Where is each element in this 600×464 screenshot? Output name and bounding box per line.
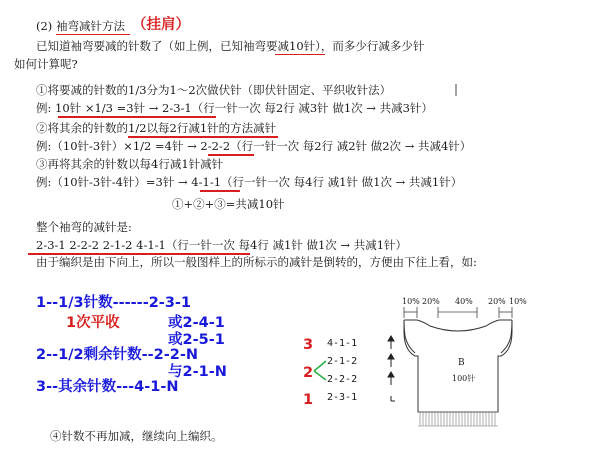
ribbing bbox=[418, 412, 498, 426]
step-2-example: 例:（10针-3针）×1/2 =4针 → 2-2-2（行一针一次 每2行 减2针 做2次 → 共减4针） bbox=[36, 139, 472, 153]
whole-label: 整个袖弯的减针是: bbox=[36, 220, 132, 234]
step-2: ②将其余的针数的1/2以每2行减1针的方法减针 bbox=[36, 121, 277, 135]
up-arrows bbox=[388, 336, 395, 401]
note-line: 由于编织是由下向上，所以一般图样上的所标示的减针是倒转的，方便由下往上看，如: bbox=[36, 255, 477, 269]
diagram-row-4: 2-3-1 bbox=[327, 392, 358, 403]
step-1: ①将要减的针数的1/3分为1～2次做伏针（即伏针固定、平织收针法） bbox=[36, 83, 392, 97]
summary-line-4: 2--1/2剩余针数--2-2-N bbox=[36, 347, 198, 363]
green-branch bbox=[314, 361, 326, 380]
summary-line-3: 或2-5-1 bbox=[168, 332, 225, 348]
top-label-5: 10% bbox=[509, 297, 527, 306]
step-3-example: 例:（10针-3针-4针）=3针 → 4-1-1（行一针一次 每4行 减1针 做1次 → 共减1针） bbox=[36, 175, 463, 189]
top-label-3: 40% bbox=[455, 297, 473, 306]
summary-line-2-red: 1次平收 bbox=[66, 315, 120, 331]
piece-sub: 100针 bbox=[452, 374, 476, 383]
garment-outline bbox=[404, 320, 512, 412]
piece-label: B bbox=[458, 358, 465, 368]
sum-line: ①+②+③=共减10针 bbox=[172, 197, 285, 211]
diagram-row-1: 4-1-1 bbox=[327, 338, 358, 349]
step-1-example: 例: 10针 ×1/3 =3针 → 2-3-1（行一针一次 每2行 减3针 做1次 → 共减3针） bbox=[36, 101, 433, 115]
diagram-num-2: 2 bbox=[303, 365, 314, 381]
top-label-2: 20% bbox=[422, 297, 440, 306]
summary-line-1: 1--1/3针数------2-3-1 bbox=[36, 295, 192, 311]
diagram-row-3: 2-2-2 bbox=[327, 374, 358, 385]
intro-line-2: 如何计算呢? bbox=[14, 57, 78, 71]
top-label-4: 20% bbox=[488, 297, 506, 306]
diagram-row-2: 2-1-2 bbox=[327, 356, 358, 367]
heading-text: (2) 袖弯减针方法 bbox=[36, 19, 125, 33]
top-label-1: 10% bbox=[402, 297, 420, 306]
step-3: ③再将其余的针数以每4行减1针减针 bbox=[36, 157, 224, 171]
step-4: ④针数不再加减，继续向上编织。 bbox=[50, 429, 223, 443]
summary-line-6: 3--其余针数---4-1-N bbox=[36, 379, 179, 395]
summary-line-5: 与2-1-N bbox=[168, 364, 227, 380]
heading-tag: （挂肩） bbox=[132, 17, 190, 33]
diagram-num-3: 3 bbox=[303, 337, 314, 353]
summary-line-2-blue: 或2-4-1 bbox=[168, 315, 225, 331]
whole-sequence: 2-3-1 2-2-2 2-1-2 4-1-1（行一针一次 每4行 减1针 做1次 → 共减1针） bbox=[36, 238, 408, 252]
intro-line-1: 已知道袖弯要减的针数了（如上例，已知袖弯要减10针），而多少行减多少针 bbox=[36, 39, 425, 53]
diagram-num-1: 1 bbox=[303, 392, 314, 408]
